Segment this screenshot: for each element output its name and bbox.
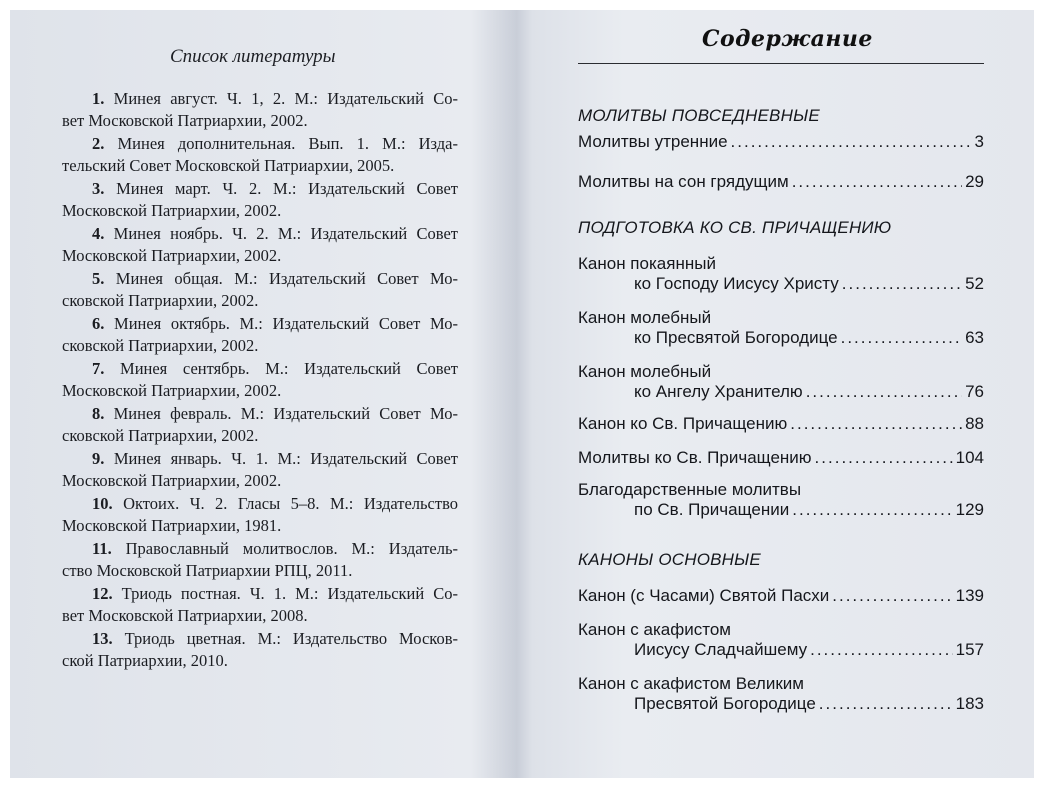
toc-item-page: 29: [965, 172, 984, 191]
entry-text: Триодь постная. Ч. 1. М.: Издательский Со-: [121, 584, 458, 603]
toc-item-title: Благодарственные молитвы: [578, 480, 802, 499]
entry-text: вет Московской Патриархии, 2002.: [62, 111, 308, 130]
toc-item[interactable]: [578, 414, 984, 434]
toc-item[interactable]: [578, 448, 984, 468]
entry-text: Минея общая. М.: Издательский Совет Мо-: [115, 269, 458, 288]
toc-item-page: 88: [965, 414, 984, 433]
entry-text: Минея ноябрь. Ч. 2. М.: Издательский Совет: [113, 224, 459, 243]
entry-number: 5.: [92, 269, 105, 288]
entry-number: 6.: [92, 314, 105, 333]
bibliography-list: [62, 88, 458, 673]
toc-item-page: 157: [955, 640, 984, 659]
toc-item[interactable]: [578, 172, 984, 192]
toc-item[interactable]: [578, 586, 984, 606]
toc-item-title: Канон молебный: [578, 308, 712, 327]
toc-item-title: Молитвы ко Св. Причащению: [578, 448, 812, 467]
toc-item-page: 104: [955, 448, 984, 467]
toc-item[interactable]: [578, 132, 984, 152]
bibliography-entry: [62, 178, 458, 222]
entry-text: Минея сентябрь. М.: Издательский Совет: [120, 359, 459, 378]
toc-item-page: 129: [955, 500, 984, 519]
entry-text: Минея дополнительная. Вып. 1. М.: Изда-: [117, 134, 458, 153]
entry-text: Минея октябрь. М.: Издательский Совет Мо-: [114, 314, 459, 333]
entry-number: 2.: [92, 134, 105, 153]
bibliography-entry: [62, 538, 458, 582]
entry-text: тельский Совет Московской Патриархии, 2005.: [62, 156, 395, 175]
entry-number: 11.: [92, 539, 112, 558]
toc-item-page: 139: [955, 586, 984, 605]
entry-text: Октоих. Ч. 2. Гласы 5–8. М.: Издательство: [123, 494, 458, 513]
entry-number: 9.: [92, 449, 105, 468]
entry-number: 8.: [92, 404, 105, 423]
entry-number: 7.: [92, 359, 105, 378]
toc-item[interactable]: [578, 694, 984, 714]
bibliography-entry: [62, 493, 458, 537]
right-page: [522, 10, 1034, 778]
left-page: [10, 10, 518, 778]
toc-item-title: Канон молебный: [578, 362, 712, 381]
entry-text: Минея август. Ч. 1, 2. М.: Издательский Со-: [113, 89, 458, 108]
entry-number: 1.: [92, 89, 105, 108]
entry-number: 12.: [92, 584, 113, 603]
toc-item-title: ко Ангелу Хранителю: [634, 382, 803, 401]
toc-item[interactable]: [578, 500, 984, 520]
toc-item[interactable]: [578, 382, 984, 402]
bibliography-entry: [62, 133, 458, 177]
toc-item-title: Иисусу Сладчайшему: [634, 640, 808, 659]
section-title: МОЛИТВЫ ПОВСЕДНЕВНЫЕ: [578, 106, 820, 125]
bibliography-title: Список литературы: [170, 46, 336, 67]
toc-item-page: 183: [955, 694, 984, 713]
bibliography-entry: [62, 358, 458, 402]
bibliography-entry: [62, 268, 458, 312]
toc-item-title: Канон ко Св. Причащению: [578, 414, 788, 433]
contents-heading: Содержание: [702, 26, 873, 52]
toc-item-page: 63: [965, 328, 984, 347]
entry-number: 10.: [92, 494, 113, 513]
toc-item-title: ко Господу Иисусу Христу: [634, 274, 839, 293]
toc-item-page: 52: [965, 274, 984, 293]
entry-text: Московской Патриархии, 2002.: [62, 381, 282, 400]
entry-text: Минея март. Ч. 2. М.: Издательский Совет: [116, 179, 458, 198]
entry-text: сковской Патриархии, 2002.: [62, 426, 259, 445]
toc-item-title: Канон покаянный: [578, 254, 716, 273]
bibliography-entry: [62, 583, 458, 627]
entry-text: Православный молитвослов. М.: Издатель-: [125, 539, 458, 558]
entry-text: ство Московской Патриархии РПЦ, 2011.: [62, 561, 353, 580]
entry-text: ской Патриархии, 2010.: [62, 651, 228, 670]
entry-text: Московской Патриархии, 2002.: [62, 201, 282, 220]
toc-item[interactable]: [578, 328, 984, 348]
toc-item-title: ко Пресвятой Богородице: [634, 328, 838, 347]
entry-text: вет Московской Патриархии, 2008.: [62, 606, 308, 625]
bibliography-entry: [62, 313, 458, 357]
entry-number: 13.: [92, 629, 113, 648]
bibliography-entry: [62, 403, 458, 447]
entry-text: Московской Патриархии, 2002.: [62, 246, 282, 265]
toc-item-title: Канон с акафистом: [578, 620, 731, 639]
bibliography-entry: [62, 88, 458, 132]
entry-number: 4.: [92, 224, 105, 243]
entry-number: 3.: [92, 179, 105, 198]
section-title: ПОДГОТОВКА КО СВ. ПРИЧАЩЕНИЮ: [578, 218, 892, 237]
entry-text: Минея январь. Ч. 1. М.: Издательский Совет: [113, 449, 458, 468]
toc-item-title: Молитвы утренние: [578, 132, 728, 151]
entry-text: Московской Патриархии, 1981.: [62, 516, 282, 535]
toc-item[interactable]: [578, 640, 984, 660]
toc-item-title: по Св. Причащении: [634, 500, 790, 519]
bibliography-entry: [62, 223, 458, 267]
toc-item-title: Пресвятой Богородице: [634, 694, 816, 713]
toc-item-page: 3: [974, 132, 984, 151]
bibliography-entry: [62, 448, 458, 492]
entry-text: сковской Патриархии, 2002.: [62, 336, 259, 355]
section-title: КАНОНЫ ОСНОВНЫЕ: [578, 550, 761, 569]
entry-text: Московской Патриархии, 2002.: [62, 471, 282, 490]
bibliography-entry: [62, 628, 458, 672]
toc-item-title: Молитвы на сон грядущим: [578, 172, 789, 191]
toc-item-title: Канон с акафистом Великим: [578, 674, 804, 693]
entry-text: Триодь цветная. М.: Издательство Москов-: [124, 629, 458, 648]
entry-text: сковской Патриархии, 2002.: [62, 291, 259, 310]
book-spread: [10, 10, 1034, 778]
divider: [578, 63, 984, 64]
toc-item[interactable]: [578, 274, 984, 294]
toc-item-page: 76: [965, 382, 984, 401]
toc-item-title: Канон (с Часами) Святой Пасхи: [578, 586, 830, 605]
entry-text: Минея февраль. М.: Издательский Совет Мо-: [113, 404, 458, 423]
